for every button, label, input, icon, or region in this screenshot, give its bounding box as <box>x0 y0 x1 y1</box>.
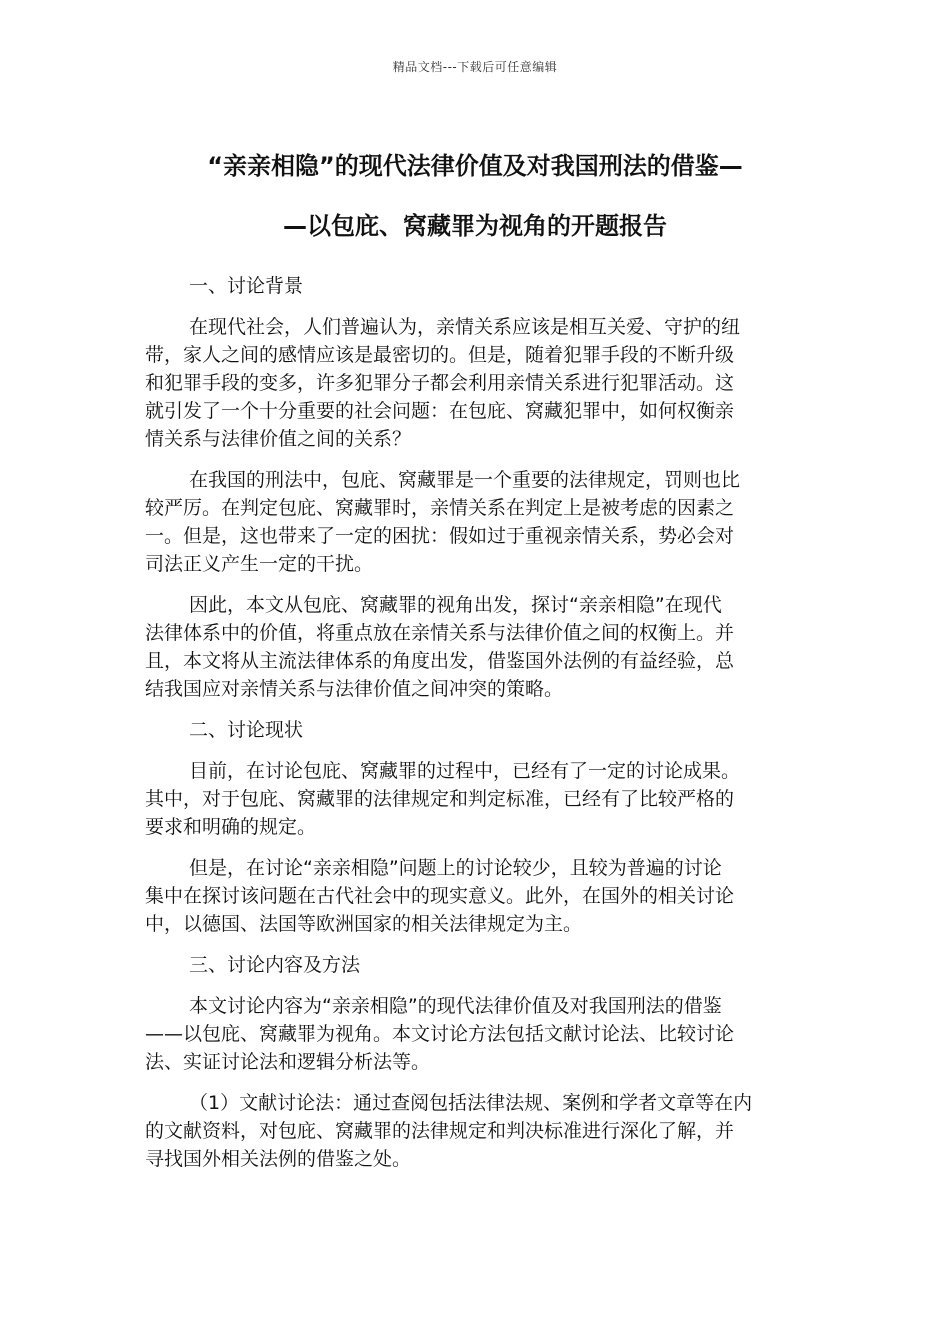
paragraph-status-2 <box>145 854 805 938</box>
text-line: ——以包庇、窝藏罪为视角。本文讨论方法包括文献讨论法、比较讨论 <box>145 1023 735 1045</box>
text-line: 中，以德国、法国等欧洲国家的相关法律规定为主。 <box>145 913 583 935</box>
text-line: 的文献资料，对包庇、窝藏罪的法律规定和判决标准进行深化了解，并 <box>145 1120 735 1142</box>
text-line: 带，家人之间的感情应该是最密切的。但是，随着犯罪手段的不断升级 <box>145 344 735 366</box>
page-header-note: 精品文档---下载后可任意编辑 <box>392 60 558 74</box>
document-title <box>140 136 810 256</box>
text-line: 情关系与法律价值之间的关系？ <box>145 428 412 450</box>
title-line-2: —以包庇、窝藏罪为视角的开题报告 <box>283 212 667 240</box>
text-line: 因此，本文从包庇、窝藏罪的视角出发，探讨“亲亲相隐”在现代 <box>189 594 722 616</box>
paragraph-background-3 <box>145 591 805 703</box>
section-heading-status: 二、讨论现状 <box>189 719 304 741</box>
text-line: 和犯罪手段的变多，许多犯罪分子都会利用亲情关系进行犯罪活动。这 <box>145 372 735 394</box>
text-line: 其中，对于包庇、窝藏罪的法律规定和判定标准，已经有了比较严格的 <box>145 788 735 810</box>
text-line: 在现代社会，人们普遍认为，亲情关系应该是相互关爱、守护的纽 <box>189 316 741 338</box>
paragraph-literature-method <box>145 1089 805 1173</box>
paragraph-status-1 <box>145 757 805 841</box>
text-line: 法、实证讨论法和逻辑分析法等。 <box>145 1051 431 1073</box>
text-line: 集中在探讨该问题在古代社会中的现实意义。此外，在国外的相关讨论 <box>145 885 735 907</box>
paragraph-background-1 <box>145 313 805 453</box>
text-line: 一。但是，这也带来了一定的困扰：假如过于重视亲情关系，势必会对 <box>145 525 735 547</box>
text-line: 本文讨论内容为“亲亲相隐”的现代法律价值及对我国刑法的借鉴 <box>189 995 722 1017</box>
title-line-1: “亲亲相隐”的现代法律价值及对我国刑法的借鉴— <box>207 152 743 180</box>
text-line: 司法正义产生一定的干扰。 <box>145 553 374 575</box>
paragraph-content-methods-1 <box>145 992 805 1076</box>
document-body <box>145 272 805 1186</box>
text-line: （1）文献讨论法：通过查阅包括法律法规、案例和学者文章等在内 <box>189 1092 753 1114</box>
text-line: 结我国应对亲情关系与法律价值之间冲突的策略。 <box>145 678 564 700</box>
text-line: 寻找国外相关法例的借鉴之处。 <box>145 1148 412 1170</box>
section-heading-content-methods: 三、讨论内容及方法 <box>189 954 361 976</box>
text-line: 目前，在讨论包庇、窝藏罪的过程中，已经有了一定的讨论成果。 <box>189 760 741 782</box>
text-line: 要求和明确的规定。 <box>145 816 317 838</box>
text-line: 就引发了一个十分重要的社会问题：在包庇、窝藏犯罪中，如何权衡亲 <box>145 400 735 422</box>
text-line: 法律体系中的价值，将重点放在亲情关系与法律价值之间的权衡上。并 <box>145 622 735 644</box>
text-line: 但是，在讨论“亲亲相隐”问题上的讨论较少，且较为普遍的讨论 <box>189 857 722 879</box>
section-heading-background: 一、讨论背景 <box>189 275 304 297</box>
text-line: 在我国的刑法中，包庇、窝藏罪是一个重要的法律规定，罚则也比 <box>189 469 741 491</box>
text-line: 较严厉。在判定包庇、窝藏罪时，亲情关系在判定上是被考虑的因素之 <box>145 497 735 519</box>
paragraph-background-2 <box>145 466 805 578</box>
text-line: 且，本文将从主流法律体系的角度出发，借鉴国外法例的有益经验，总 <box>145 650 735 672</box>
